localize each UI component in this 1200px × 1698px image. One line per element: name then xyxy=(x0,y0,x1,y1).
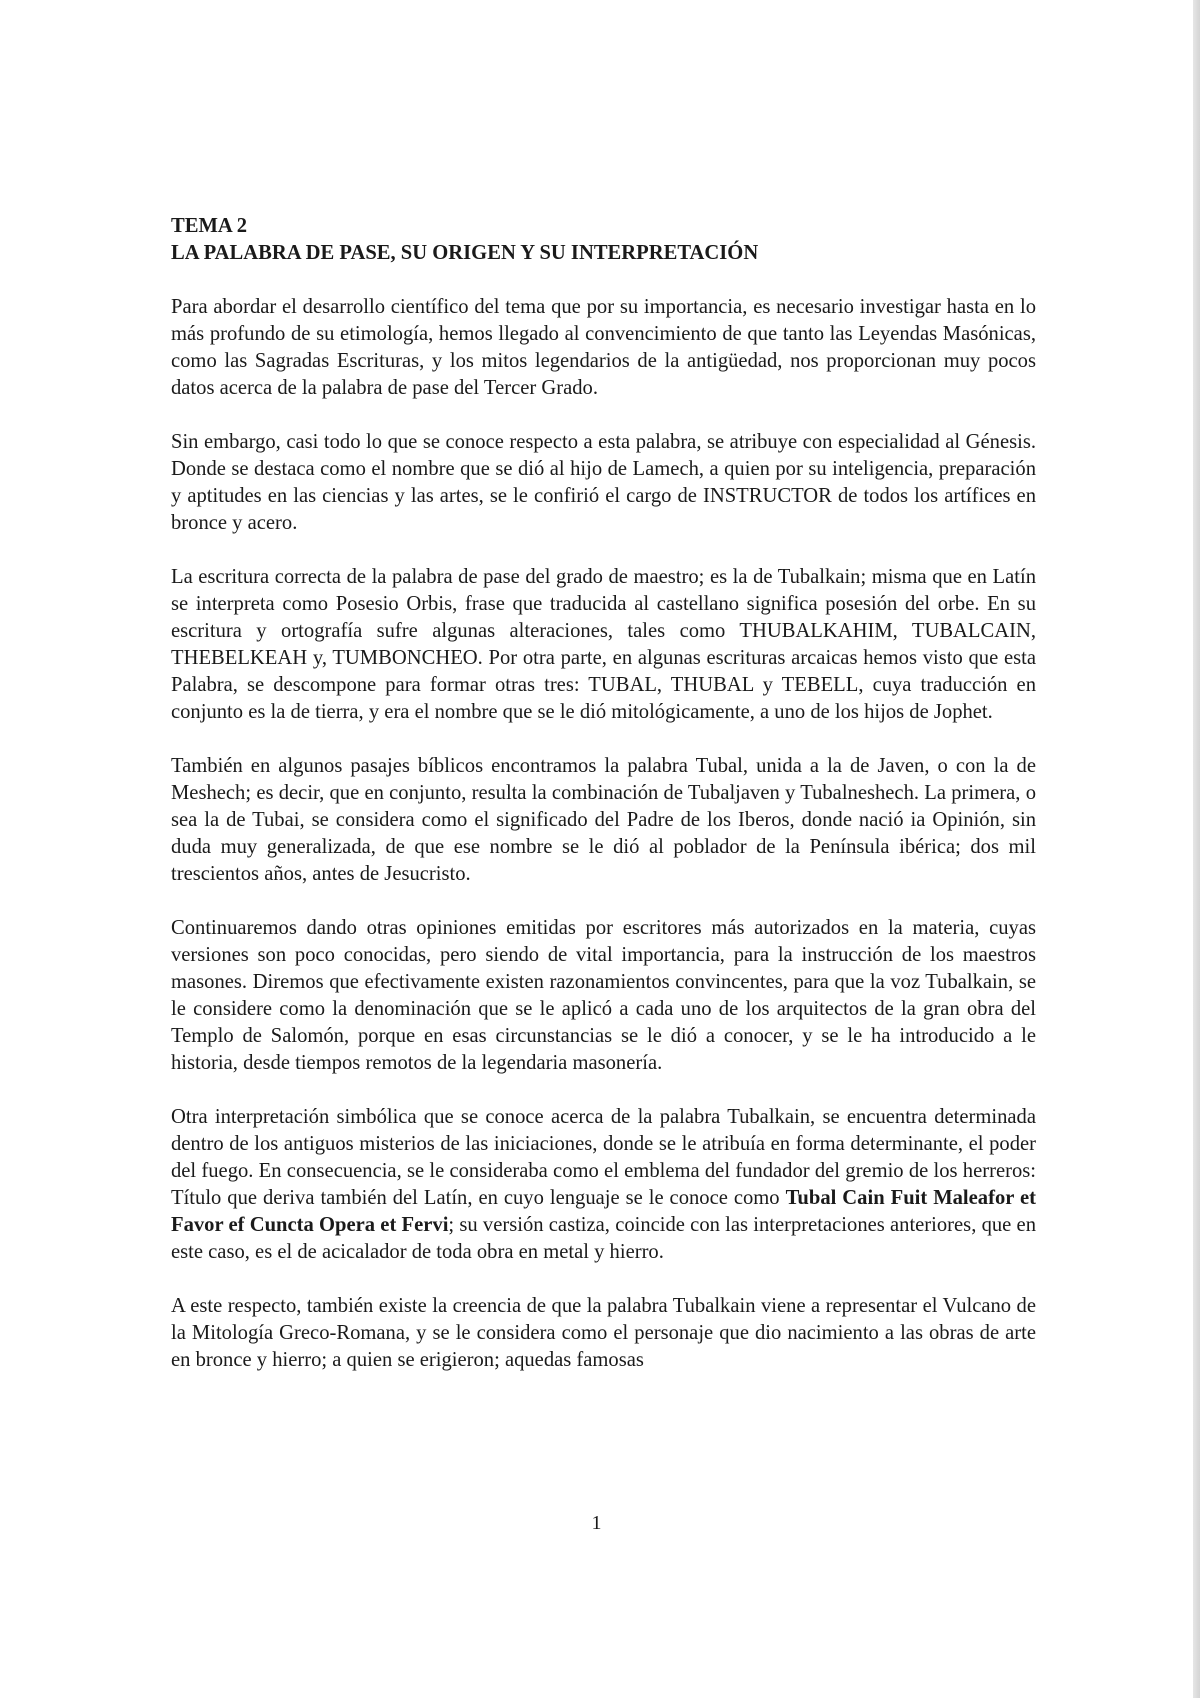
paragraph-4: También en algunos pasajes bíblicos encontramos la palabra Tubal, unida a la de Javen, o con la de Meshech; es decir, que en conjunto, resulta la combinación de Tubaljaven y Tubalneshech. La primera, o sea la de Tubai, se considera como el significado del Padre de los Iberos, donde nació ia Opinión, sin duda muy generalizada, de que ese nombre se le dió al poblador de la Península ibérica; dos mil trescientos años, antes de Jesucristo. xyxy=(171,755,1036,885)
paragraph-1: Para abordar el desarrollo científico del tema que por su importancia, es necesario investigar hasta en lo más profundo de su etimología, hemos llegado al convencimiento de que tanto las Leyendas Masónicas, como las Sagradas Escrituras, y los mitos legendarios de la antigüedad, nos proporcionan muy pocos datos acerca de la palabra de pase del Tercer Grado. xyxy=(171,296,1036,399)
paragraph-7: A este respecto, también existe la creencia de que la palabra Tubalkain viene a representar el Vulcano de la Mitología Greco-Romana, y se le considera como el personaje que dio nacimiento a las obras de arte en bronce y hierro; a quien se erigieron; aquedas famosas xyxy=(171,1295,1036,1371)
latin-phrase: Tubal Cain Fuit Maleafor et Favor ef Cuncta Opera et Fervi xyxy=(171,1187,1036,1236)
paragraph-6-text-before: Otra interpretación simbólica que se conoce acerca de la palabra Tubalkain, se encuentra determinada dentro de los antiguos misterios de las iniciaciones, donde se le atribuía en forma determinante, el poder del fuego. En consecuencia, se le consideraba como el emblema del fundador del gremio de los herreros: Título que deriva también del Latín, en cuyo lenguaje se le conoce como xyxy=(171,1106,1036,1209)
heading-line-2: LA PALABRA DE PASE, SU ORIGEN Y SU INTERPRETACIÓN xyxy=(171,242,759,264)
paragraph-3: La escritura correcta de la palabra de pase del grado de maestro; es la de Tubalkain; misma que en Latín se interpreta como Posesio Orbis, frase que traducida al castellano significa posesión del orbe. En su escritura y ortografía sufre algunas alteraciones, tales como THUBALKAHIM, TUBALCAIN, THEBELKEAH y, TUMBONCHEO. Por otra parte, en algunas escrituras arcaicas hemos visto que esta Palabra, se descompone para formar otras tres: TUBAL, THUBAL y TEBELL, cuya traducción en conjunto es la de tierra, y era el nombre que se le dió mitológicamente, a uno de los hijos de Jophet. xyxy=(171,566,1036,723)
paragraph-6 xyxy=(171,1104,1036,1266)
page-number: 1 xyxy=(591,1512,602,1534)
document-heading xyxy=(171,213,1036,267)
paragraph-6-text-after: ; su versión castiza, coincide con las interpretaciones anteriores, que en este caso, es el de acicalador de toda obra en metal y hierro. xyxy=(171,1214,1036,1263)
paragraph-5: Continuaremos dando otras opiniones emitidas por escritores más autorizados en la materia, cuyas versiones son poco conocidas, pero siendo de vital importancia, para la instrucción de los maestros masones. Diremos que efectivamente existen razonamientos convincentes, para que la voz Tubalkain, se le considere como la denominación que se le aplicó a cada uno de los arquitectos de la gran obra del Templo de Salomón, porque en esas circunstancias se le dió a conocer, y se le ha introducido a le historia, desde tiempos remotos de la legendaria masonería. xyxy=(171,917,1036,1074)
paragraph-2: Sin embargo, casi todo lo que se conoce respecto a esta palabra, se atribuye con especialidad al Génesis. Donde se destaca como el nombre que se dió al hijo de Lamech, a quien por su inteligencia, preparación y aptitudes en las ciencias y las artes, se le confirió el cargo de INSTRUCTOR de todos los artífices en bronce y acero. xyxy=(171,431,1036,534)
heading-line-1: TEMA 2 xyxy=(171,215,248,237)
page-content xyxy=(171,213,1036,1401)
viewer-scrollbar-edge[interactable] xyxy=(1193,0,1200,1698)
